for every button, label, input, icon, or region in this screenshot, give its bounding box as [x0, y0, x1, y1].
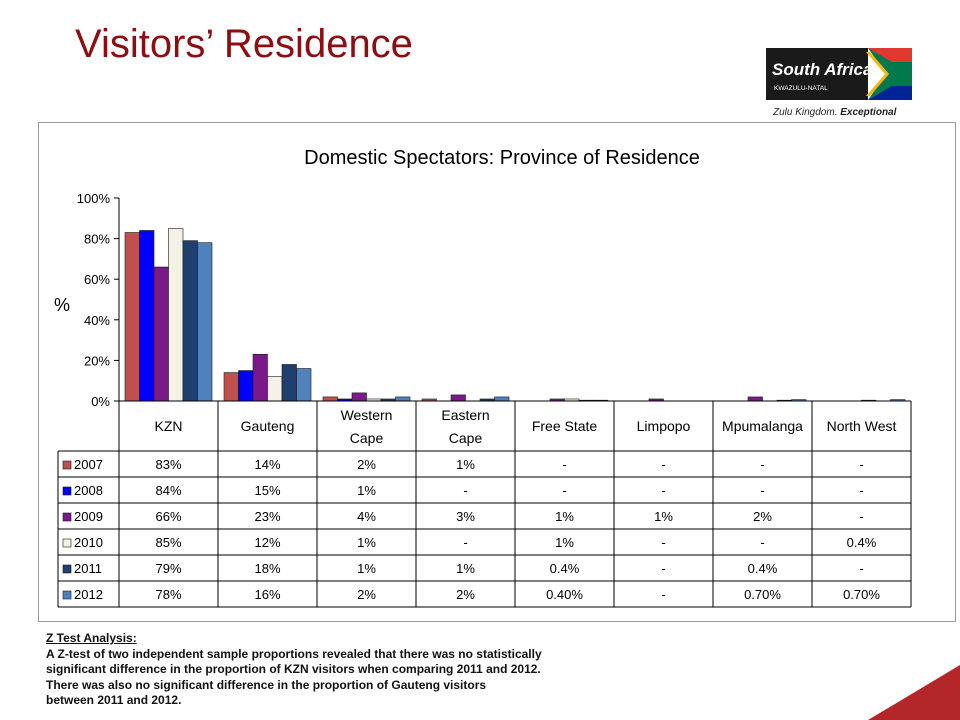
- data-label: 0.4%: [747, 561, 778, 576]
- corner-decoration: [868, 665, 960, 720]
- data-label: 4%: [357, 509, 376, 524]
- data-label: 12%: [254, 535, 281, 550]
- data-label: 15%: [254, 483, 281, 498]
- y-tick-label: 60%: [83, 272, 110, 288]
- legend-label: 2012: [74, 587, 103, 602]
- data-label: -: [859, 457, 864, 472]
- bar: [169, 228, 184, 401]
- data-label: 23%: [254, 509, 281, 524]
- y-tick-label: 100%: [76, 191, 110, 206]
- legend-label: 2011: [74, 561, 102, 576]
- data-label: 1%: [357, 561, 376, 576]
- data-label: -: [760, 457, 765, 472]
- data-label: 0.4%: [846, 535, 877, 550]
- category-label: Cape: [349, 430, 384, 446]
- notes-line-1: A Z-test of two independent sample proportions revealed that there was no statistically: [46, 646, 542, 661]
- data-label: 1%: [456, 457, 475, 472]
- bar: [495, 397, 510, 401]
- category-label: Free State: [531, 418, 598, 434]
- legend-label: 2008: [74, 483, 103, 498]
- data-label: 2%: [357, 457, 376, 472]
- notes-line-3: There was also no significant difference in the proportion of Gauteng visitors: [46, 677, 487, 692]
- data-label: -: [562, 457, 567, 472]
- legend-swatch: [63, 539, 71, 547]
- data-label: -: [463, 483, 468, 498]
- notes-heading: Z Test Analysis:: [46, 631, 137, 645]
- bar: [125, 233, 140, 401]
- bar: [198, 243, 213, 401]
- data-label: -: [463, 535, 468, 550]
- bar: [297, 369, 312, 401]
- bar: [253, 354, 268, 401]
- bar: [268, 377, 283, 401]
- data-label: 2%: [357, 587, 376, 602]
- category-label: Mpumalanga: [722, 418, 803, 434]
- legend-label: 2007: [74, 457, 103, 472]
- category-label: KZN: [154, 418, 183, 434]
- chart-panel: [38, 122, 956, 622]
- bar: [323, 397, 338, 401]
- category-label: Western: [340, 407, 393, 423]
- notes-line-2: significant difference in the proportion of KZN visitors when comparing 2011 and 2012.: [46, 662, 541, 676]
- bar: [224, 373, 239, 401]
- data-label: -: [760, 535, 765, 550]
- data-label: 2%: [753, 509, 772, 524]
- legend-swatch: [63, 591, 71, 599]
- data-label: 83%: [155, 457, 182, 472]
- data-label: 1%: [555, 535, 574, 550]
- data-label: 1%: [357, 535, 376, 550]
- y-tick-label: 20%: [83, 353, 110, 369]
- category-label: North West: [826, 418, 897, 434]
- bar: [183, 241, 198, 401]
- data-label: 66%: [155, 509, 182, 524]
- data-label: 14%: [254, 457, 281, 472]
- data-label: 16%: [254, 587, 281, 602]
- category-label: Eastern: [441, 407, 490, 423]
- legend-swatch: [63, 487, 71, 495]
- notes-line-4: between 2011 and 2012.: [46, 693, 182, 707]
- data-label: 85%: [155, 535, 182, 550]
- y-tick-label: 40%: [83, 312, 110, 328]
- legend-label: 2010: [74, 535, 103, 550]
- page-title: Visitors’ Residence: [75, 22, 413, 66]
- data-label: 1%: [456, 561, 475, 576]
- data-label: -: [661, 535, 666, 550]
- data-label: -: [661, 483, 666, 498]
- y-axis-label: %: [54, 295, 71, 315]
- data-label: -: [859, 561, 864, 576]
- logo-region-text: KWAZULU-NATAL: [774, 85, 828, 92]
- data-label: -: [859, 509, 864, 524]
- y-tick-label: 80%: [83, 231, 110, 247]
- data-label: 3%: [456, 509, 475, 524]
- chart-title: Domestic Spectators: Province of Residence: [304, 147, 700, 169]
- data-label: 0.70%: [843, 587, 880, 602]
- data-label: 0.4%: [549, 561, 580, 576]
- data-label: 78%: [155, 587, 182, 602]
- category-label: Limpopo: [636, 418, 691, 434]
- logo-tagline: Zulu Kingdom. Exceptional: [773, 107, 897, 118]
- y-tick-label: 0%: [91, 394, 110, 409]
- bar: [154, 267, 169, 401]
- data-label: 79%: [155, 561, 182, 576]
- bar: [451, 395, 466, 401]
- bar: [140, 230, 155, 401]
- data-label: 1%: [654, 509, 673, 524]
- data-label: 0.40%: [546, 587, 583, 602]
- data-label: 84%: [155, 483, 182, 498]
- logo-brand-text: South Africa: [772, 60, 873, 79]
- bar: [282, 364, 297, 401]
- bar: [239, 371, 254, 401]
- bar-chart: [39, 123, 955, 621]
- data-label: -: [661, 587, 666, 602]
- data-label: -: [661, 457, 666, 472]
- category-label: Gauteng: [240, 418, 295, 434]
- data-label: -: [661, 561, 666, 576]
- data-label: -: [859, 483, 864, 498]
- bar: [352, 393, 367, 401]
- data-label: -: [760, 483, 765, 498]
- data-label: 0.70%: [744, 587, 781, 602]
- data-label: 2%: [456, 587, 475, 602]
- data-label: 1%: [555, 509, 574, 524]
- bar: [748, 397, 763, 401]
- data-label: 18%: [254, 561, 281, 576]
- category-label: Cape: [448, 430, 483, 446]
- legend-swatch: [63, 461, 71, 469]
- legend-label: 2009: [74, 509, 103, 524]
- data-label: 1%: [357, 483, 376, 498]
- legend-swatch: [63, 513, 71, 521]
- z-test-notes: [46, 631, 686, 709]
- bar: [396, 397, 411, 401]
- data-label: -: [562, 483, 567, 498]
- legend-swatch: [63, 565, 71, 573]
